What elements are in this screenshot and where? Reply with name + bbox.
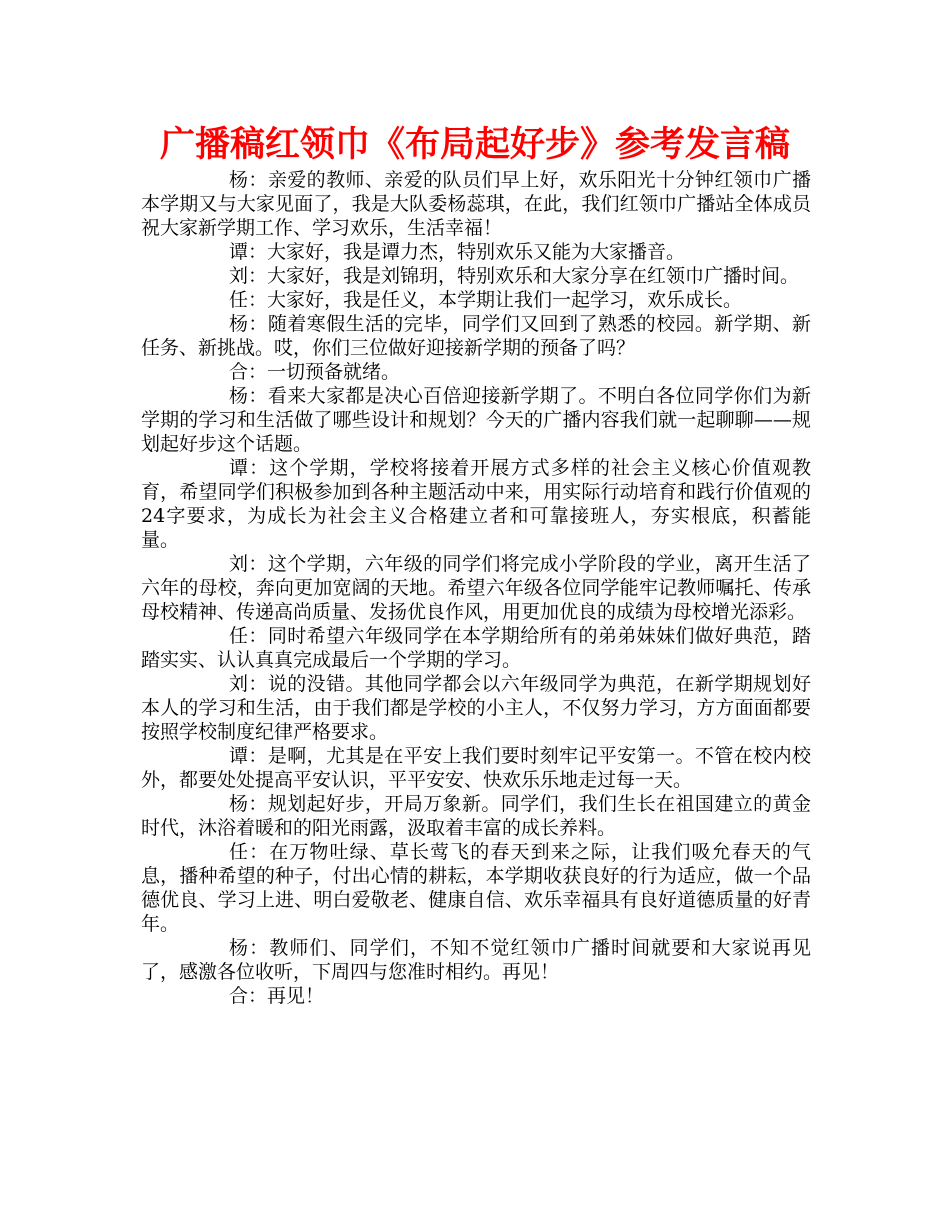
- paragraph: 合：一切预备就绪。: [229, 361, 401, 383]
- document-body: [141, 168, 811, 1008]
- paragraph: 合：再见！: [229, 985, 325, 1007]
- paragraph: 刘：这个学期，六年级的同学们将完成小学阶段的学业，离开生活了六年的母校，奔向更加宽阔的天地。希望六年级各位同学能牢记教师嘱托、传承母校精神、传递高尚质量、发扬优良作风，用更加优良的成绩为母校增光添彩。: [141, 553, 811, 623]
- paragraph: 刘：大家好，我是刘锦玥，特别欢乐和大家分享在红领巾广播时间。: [229, 265, 800, 287]
- paragraph: 杨：看来大家都是决心百倍迎接新学期了。不明白各位同学你们为新学期的学习和生活做了哪些设计和规划？今天的广播内容我们就一起聊聊——规划起好步这个话题。: [141, 385, 811, 455]
- document-title: 广播稿红领巾《布局起好步》参考发言稿: [159, 125, 790, 165]
- paragraph: 杨：教师们、同学们，不知不觉红领巾广播时间就要和大家说再见了，感激各位收听，下周四与您准时相约。再见！: [141, 937, 811, 983]
- paragraph: 杨：随着寒假生活的完毕，同学们又回到了熟悉的校园。新学期、新任务、新挑战。哎，你们三位做好迎接新学期的预备了吗？: [141, 313, 811, 359]
- paragraph: 任：同时希望六年级同学在本学期给所有的弟弟妹妹们做好典范，踏踏实实、认认真真完成最后一个学期的学习。: [141, 625, 811, 671]
- paragraph: 谭：大家好，我是谭力杰，特别欢乐又能为大家播音。: [229, 241, 686, 263]
- paragraph: 任：在万物吐绿、草长莺飞的春天到来之际，让我们吸允春天的气息，播种希望的种子，付出心情的耕耘，本学期收获良好的行为适应，做一个品德优良、学习上进、明白爱敬老、健康自信、欢乐幸福具有良好道德质量的好青年。: [141, 841, 811, 935]
- paragraph: 杨：亲爱的教师、亲爱的队员们早上好，欢乐阳光十分钟红领巾广播本学期又与大家见面了，我是大队委杨蕊琪，在此，我们红领巾广播站全体成员祝大家新学期工作、学习欢乐，生活幸福！: [141, 169, 811, 239]
- paragraph: 谭：是啊，尤其是在平安上我们要时刻牢记平安第一。不管在校内校外，都要处处提高平安认识，平平安安、快欢乐乐地走过每一天。: [141, 745, 811, 791]
- paragraph: 谭：这个学期，学校将接着开展方式多样的社会主义核心价值观教育，希望同学们积极参加到各种主题活动中来，用实际行动培育和践行价值观的24字要求，为成长为社会主义合格建立者和可靠接班人，夯实根底，积蓄能量。: [141, 457, 811, 551]
- paragraph: 刘：说的没错。其他同学都会以六年级同学为典范，在新学期规划好本人的学习和生活，由于我们都是学校的小主人，不仅努力学习，方方面面都要按照学校制度纪律严格要求。: [141, 673, 811, 743]
- paragraph: 任：大家好，我是任义，本学期让我们一起学习，欢乐成长。: [229, 289, 743, 311]
- paragraph: 杨：规划起好步，开局万象新。同学们，我们生长在祖国建立的黄金时代，沐浴着暖和的阳光雨露，汲取着丰富的成长养料。: [141, 793, 811, 839]
